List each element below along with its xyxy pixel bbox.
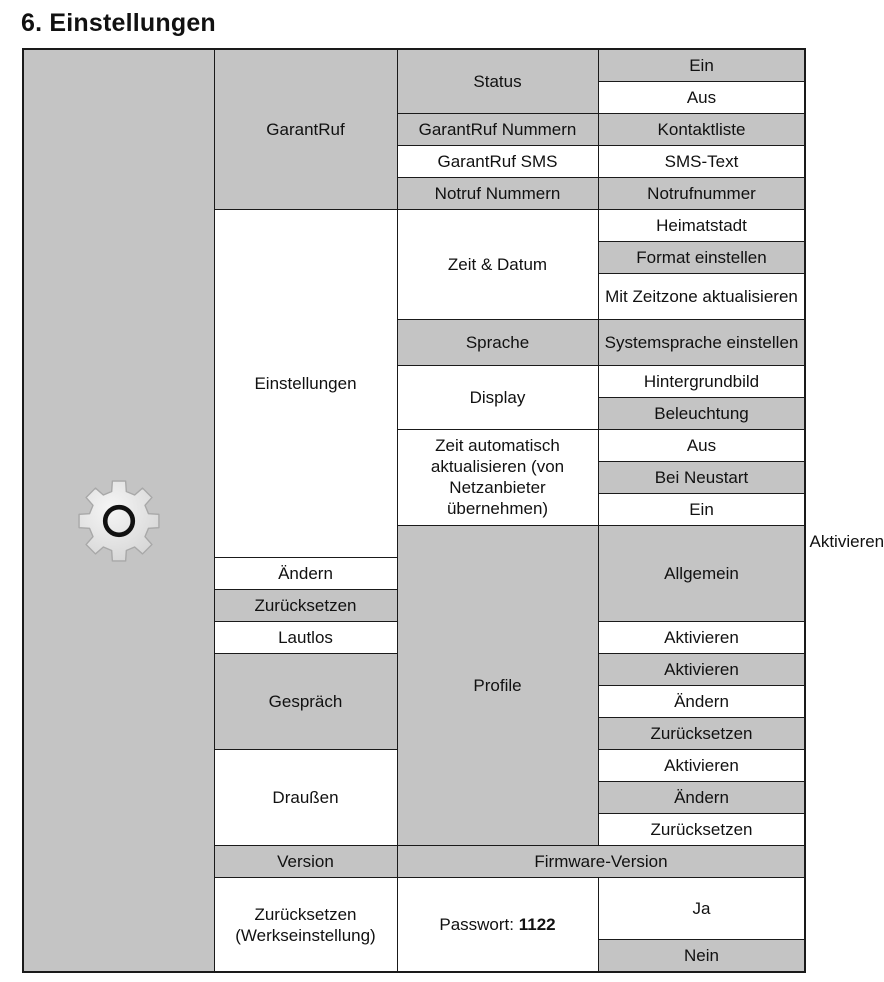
password-value: 1122: [518, 915, 556, 935]
submenu-display[interactable]: Display: [397, 365, 598, 429]
option-ja[interactable]: Ja: [598, 878, 805, 940]
option-gespraech-zuruecksetzen[interactable]: Zurücksetzen: [598, 718, 805, 750]
option-gespraech-aendern[interactable]: Ändern: [598, 686, 805, 718]
option-allgemein-aendern[interactable]: Ändern: [214, 558, 397, 590]
option-systemsprache-einstellen[interactable]: Systemsprache einstellen: [598, 319, 805, 365]
submenu-notruf-nummern[interactable]: Notruf Nummern: [397, 177, 598, 209]
option-format-einstellen[interactable]: Format einstellen: [598, 241, 805, 273]
menu-version[interactable]: Version: [214, 846, 397, 878]
option-lautlos-aktivieren[interactable]: Aktivieren: [598, 622, 805, 654]
settings-icon-cell: [23, 49, 214, 972]
option-zeit-auto-ein[interactable]: Ein: [598, 493, 805, 525]
menu-profile[interactable]: Profile: [397, 525, 598, 845]
option-status-aus[interactable]: Aus: [598, 81, 805, 113]
submenu-garantruf-nummern[interactable]: GarantRuf Nummern: [397, 113, 598, 145]
option-kontaktliste[interactable]: Kontaktliste: [598, 113, 805, 145]
menu-zuruecksetzen[interactable]: Zurücksetzen (Werkseinstellung): [214, 878, 397, 972]
password-label: Passwort:: [439, 915, 514, 935]
submenu-status[interactable]: Status: [397, 49, 598, 113]
option-gespraech-aktivieren[interactable]: Aktivieren: [598, 654, 805, 686]
option-notrufnummer[interactable]: Notrufnummer: [598, 177, 805, 209]
menu-garantruf[interactable]: GarantRuf: [214, 49, 397, 209]
option-draussen-zuruecksetzen[interactable]: Zurücksetzen: [598, 814, 805, 846]
option-beleuchtung[interactable]: Beleuchtung: [598, 397, 805, 429]
submenu-draussen[interactable]: Draußen: [214, 750, 397, 846]
submenu-gespraech[interactable]: Gespräch: [214, 654, 397, 750]
submenu-zeit-datum[interactable]: Zeit & Datum: [397, 209, 598, 319]
option-zeit-auto-aus[interactable]: Aus: [598, 429, 805, 461]
page-title: 6. Einstellungen: [21, 9, 216, 37]
menu-einstellungen[interactable]: Einstellungen: [214, 209, 397, 557]
option-firmware-version[interactable]: Firmware-Version: [397, 846, 805, 878]
settings-menu-table: GarantRuf Status Ein Aus GarantRuf Nummern Kontaktliste GarantRuf SMS SMS-Text Notruf Nummern Notrufnummer Einstellungen Zeit & Datum Heimatstadt Format einstellen Mit Zeitzone aktualisieren Sprache Systemsprache einstellen Display Hintergrundbild Beleuchtung Zeit automatisch aktualisieren (von Netzanbieter übernehmen) Aus Bei Neustart Ein Profile Allgemein Aktivieren Ändern Zurücksetzen Lautlos Aktivieren Gespräch Aktivieren Ändern Zurücksetzen Draußen Aktivieren Ändern Zurücksetzen Version Firmware-Version Zurücksetzen (Werkseinstellung) Passwort: 1122 Ja Nein: [22, 48, 806, 973]
submenu-garantruf-sms[interactable]: GarantRuf SMS: [397, 145, 598, 177]
submenu-passwort[interactable]: [397, 878, 598, 972]
option-nein[interactable]: Nein: [598, 940, 805, 972]
option-sms-text[interactable]: SMS-Text: [598, 145, 805, 177]
option-heimatstadt[interactable]: Heimatstadt: [598, 209, 805, 241]
option-bei-neustart[interactable]: Bei Neustart: [598, 461, 805, 493]
option-allgemein-zuruecksetzen[interactable]: Zurücksetzen: [214, 590, 397, 622]
submenu-lautlos[interactable]: Lautlos: [214, 622, 397, 654]
option-draussen-aktivieren[interactable]: Aktivieren: [598, 750, 805, 782]
option-status-ein[interactable]: Ein: [598, 49, 805, 81]
submenu-allgemein[interactable]: Allgemein: [598, 525, 805, 621]
option-draussen-aendern[interactable]: Ändern: [598, 782, 805, 814]
submenu-sprache[interactable]: Sprache: [397, 319, 598, 365]
gear-icon: [73, 475, 165, 572]
submenu-zeit-automatisch[interactable]: Zeit automatisch aktualisieren (von Netzanbieter übernehmen): [397, 429, 598, 525]
option-hintergrundbild[interactable]: Hintergrundbild: [598, 365, 805, 397]
option-mit-zeitzone-aktualisieren[interactable]: Mit Zeitzone aktualisieren: [598, 273, 805, 319]
